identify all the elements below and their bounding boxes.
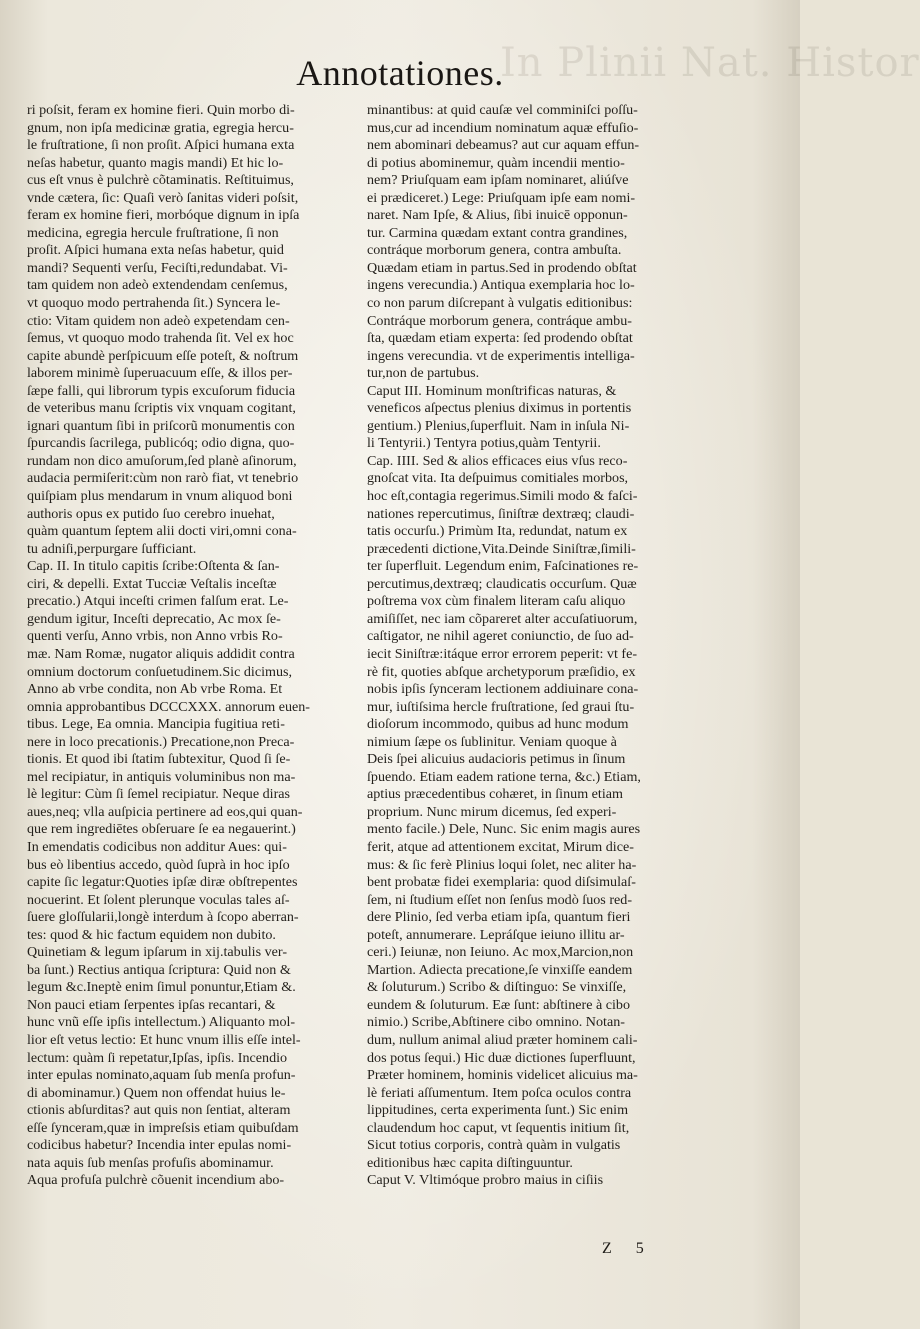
text-line: inter epulas nominato,aquam ſub menſa profun- [27,1067,296,1084]
text-line: precatio.) Atqui inceſti crimen falſum erat. Le- [27,593,289,610]
text-line: dere Plinio, ſed verba etiam ipſa, quantum fieri [367,909,631,926]
text-line: medicina, egregia hercule fruſtratione, ſi non [27,224,279,241]
text-line: tatis occurſu.) Primùm Ita, redundat, natum ex [367,523,628,540]
text-line: aptius præcedentibus cohæret, in ſinum etiam [367,786,623,803]
text-line: authoris opus ex putido ſuo cerebro inuehat, [27,505,275,522]
text-line: capite abundè perſpicuum eſſe poteſt, & noſtrum [27,347,299,364]
text-line: ctionis abſurditas? aut quis non ſentiat, alteram [27,1102,291,1119]
text-line: Contráque morborum genera, contráque ambu- [367,312,632,329]
text-line: quàm quantum ſeptem alii docti viri,omni cona- [27,523,297,540]
text-line: Præter hominem, hominis videlicet alicuius ma- [367,1067,638,1084]
text-line: gnoſcat vita. Ita deſpuimus comitiales morbos, [367,470,629,487]
text-line: ſem, ni ſtudium eſſet non ſenſus modò ſuos red- [367,891,633,908]
text-line: dos potus ſequi.) Hic duæ dictiones ſuperfluunt, [367,1049,636,1066]
text-line: ciri, & depelli. Extat Tucciæ Veſtalis inceſtæ [27,575,277,592]
text-line: ter ſuperfluit. Legendum enim, Faſcinationes re- [367,558,639,575]
text-line: feram ex homine fieri, morbóque dignum in ipſa [27,207,300,224]
text-line: cus eſt vnus è pulchrè cõtaminatis. Reſtituimus, [27,172,294,189]
text-line: mæ. Nam Romæ, nugator aliquis addidit contra [27,645,295,662]
text-line: neſas habetur, quanto magis mandi) Et hic lo- [27,154,284,171]
text-line: minantibus: at quid cauſæ vel comminiſci poſſu- [367,102,638,118]
text-line: tes: quod & hic factum equidem non dubito. [27,926,276,943]
text-line: naret. Nam Ipſe, & Alius, ſibi inuicē opponun- [367,207,628,224]
text-line: bus eò libentius accedo, quòd ſuprà in hoc ipſo [27,856,290,873]
text-line: ſæpe falli, qui librorum typis excuſorum fiducia [27,382,296,399]
text-line: capite ſic legatur:Quoties ipſæ diræ obſtrepentes [27,874,298,891]
text-line: Deis ſpei alicuius audacioris petimus in ſinum [367,751,626,768]
text-line: præcedenti dictione,Vita.Deinde Siniſtræ,ſimili- [367,540,636,557]
text-line: quenti verſu, Anno vrbis, non Anno vrbis Ro- [27,628,283,645]
bleed-through-text: In Plinii Nat. Histor [500,40,920,86]
text-line: ceri.) Ieiunæ, non Ieiuno. Ac mox,Marcion,non [367,944,634,961]
text-line: dum, nullum animal aliud præter hominem cali- [367,1031,638,1048]
text-line: poſtrema vox cùm finalem literam caſu aliquo [367,593,626,610]
text-line: ingens verecundia. vt de experimentis intelliga- [367,347,635,364]
text-line: mento facile.) Dele, Nunc. Sic enim magis aures [367,821,641,838]
signature-letter: Z [602,1240,614,1257]
text-line: nationes repercutimus, ſiniſtræ dextræq; claudi- [367,505,635,522]
text-line: mus: & ſic ferè Plinius loqui ſolet, nec aliter ha- [367,856,637,873]
text-line: hunc vnũ eſſe ipſis intellectum.) Aliquanto mol- [27,1014,296,1031]
text-line: eundem & ſoluturum. Eæ ſunt: abſtinere à cibo [367,996,631,1013]
text-line: veneficos aſpectus plenius diximus in portentis [367,400,632,417]
text-line: aues,neq; vlla auſpicia pertinere ad eos,qui quan- [27,803,303,820]
text-line: tionis. Et quod ibi ſtatim ſubtexitur, Quod ſi ſe- [27,751,291,768]
text-line: nimium ſæpe os ſublinitur. Veniam quoque à [367,733,617,750]
text-line: tur,non de partubus. [367,365,480,382]
signature-mark [602,1240,646,1258]
text-line: percutimus,dextræq; claudicatis occurſum. Quæ [367,575,637,592]
text-line: ba ſunt.) Rectius antiqua ſcriptura: Quid non & [27,961,291,978]
text-line: proprium. Nunc mirum dicemus, ſed experi- [367,803,617,820]
text-line: Cap. IIII. Sed & alios efficaces eius vſus reco- [367,452,628,469]
text-line: Aqua profuſa pulchrè cõuenit incendium abo- [27,1172,285,1189]
text-line: tibus. Lege, Ea omnia. Mancipia fugitiua reti- [27,716,285,733]
text-line: audacia permiſerit:cùm non rarò fiat, vt tenebrio [27,470,299,487]
text-line: bent probatæ fidei exemplaria: quod diſsimulaſ- [367,874,636,891]
text-line: ſta, quædam etiam experta: ſed prodendo obſtat [367,330,633,347]
text-line: vnde cætera, ſic: Quaſi verò ſanitas videri poſsit, [27,189,299,206]
text-line: gendum igitur, Inceſti deprecatio, Ac mox ſe- [27,610,281,627]
text-line: li Tentyrii.) Tentyra potius,quàm Tentyrii. [367,435,601,452]
text-line: Non pauci etiam ſerpentes ipſas recantari, & [27,996,276,1013]
text-line: di potius abominemur, quàm incendii mentio- [367,154,625,171]
text-line: de veteribus manu ſcriptis vix vnquam cogitant, [27,400,296,417]
text-line: dioſorum incommodo, quibus ad hunc modum [367,716,629,733]
right-column [367,102,703,1190]
text-line: tam quidem non adeò extendendam cenſemus, [27,277,288,294]
text-line: lè feriati aſſumentum. Item poſca oculos contra [367,1084,632,1101]
text-line: omnia approbantibus DCCCXXX. annorum euen- [27,698,311,715]
text-line: caſtigator, ne nihil ageret coniunctio, de ſuo ad- [367,628,634,645]
text-line: ſpurcandis ſacrilega, publicóq; odio digna, quo- [27,435,295,452]
text-line: gentium.) Plenius,ſuperfluit. Nam in inſula Ni- [367,417,630,434]
text-line: vt quoquo modo pertrahenda ſit.) Syncera le- [27,295,281,312]
text-line: poteſt, annumerare. Lepráſque ieiuno illitu ar- [367,926,625,943]
text-line: Quinetiam & legum ipſarum in xij.tabulis ver- [27,944,288,961]
text-line: gnum, non ipſa medicinæ gratia, egregia hercu- [27,119,294,136]
text-line: Martion. Adiecta precatione,ſe vinxiſſe eandem [367,961,633,978]
text-line: nimio.) Scribe,Abſtinere cibo omnino. Notan- [367,1014,625,1031]
text-line: mus,cur ad incendium nominatum aquæ effuſio- [367,119,639,136]
text-line: nobis ipſis ſynceram lectionem addiuinare cona- [367,681,639,698]
text-line: In emendatis codicibus non additur Aues: qui- [27,838,287,855]
text-line: amiſiſſet, nec iam cõpareret alter accuſatiuorum, [367,610,638,627]
text-line: editionibus hæc capita diſtinguuntur. [367,1154,573,1171]
text-line: iecit Siniſtræ:itáque error errorem peperit: vt fe- [367,645,638,662]
text-line: claudendum hoc caput, vt ſequentis initium ſit, [367,1119,630,1136]
text-line: Caput III. Hominum monſtrificas naturas, & [367,382,617,399]
text-line: Anno ab vrbe condita, non Ab vrbe Roma. Et [27,681,283,698]
text-line: codicibus habetur? Incendia inter epulas nomi- [27,1137,292,1154]
text-line: ignari quantum ſibi in priſcorũ monumentis con [27,417,295,434]
text-line: Quædam etiam in partus.Sed in prodendo obſtat [367,259,637,276]
text-line: nem abominari debeamus? aut cur aquam effun- [367,137,640,154]
text-line: Sicut totius corporis, contrà quàm in vulgatis [367,1137,621,1154]
running-head: Annotationes. [296,53,504,93]
text-line: Cap. II. In titulo capitis ſcribe:Oſtenta & ſan- [27,558,280,575]
text-line: contráque morborum genera, contra ambuſta. [367,242,622,259]
text-line: hoc eſt,contagia regerimus.Simili modo & faſci- [367,488,638,505]
text-line: rè fit, quoties abſque archetyporum præſidio, ex [367,663,636,680]
text-line: ferit, atque ad attentionem excitat, Mirum dice- [367,838,634,855]
text-line: lectum: quàm ſi repetatur,Ipſas, ipſis. Incendio [27,1049,288,1066]
text-line: tu adniſi,perpurgare ſufficiant. [27,540,197,557]
text-line: ſuere gloſſularii,longè interdum à ſcopo aberran- [27,909,299,926]
text-line: mur, iuſtiſsima hercle fruſtratione, ſed graui ſtu- [367,698,635,715]
text-line: di abominamur.) Quem non offendat huius le- [27,1084,286,1101]
text-line: ſpuendo. Etiam eadem ratione terna, &c.) Etiam, [367,768,641,785]
text-line: lè legitur: Cùm ſi ſemel recipiatur. Neque diras [27,786,291,803]
text-line: nata aquis ſub menſas profuſis abominamur. [27,1154,274,1171]
text-line: quiſpiam plus mendarum in vnum aliquod boni [27,488,293,505]
text-line: ri poſsit, feram ex homine fieri. Quin morbo di- [27,102,295,118]
text-line: proſit. Aſpici humana exta neſas habetur, quid [27,242,284,259]
text-line: omnium doctorum conſuetudinem.Sic dicimus, [27,663,293,680]
text-line: mandi? Sequenti verſu, Feciſti,redundabat. Vi- [27,259,288,276]
text-line: mel recipiatur, in antiquis voluminibus non ma- [27,768,296,785]
left-column [27,102,363,1190]
text-line: ingens verecundia.) Antiqua exemplaria hoc lo- [367,277,635,294]
text-line: tur. Carmina quædam extant contra grandines, [367,224,628,241]
text-line: nem? Priuſquam eam ipſam nominaret, aliúſve [367,172,629,189]
text-line: rundam non dico amuſorum,ſed planè aſinorum, [27,452,297,469]
text-line: co non parum diſcrepant à vulgatis editionibus: [367,295,633,312]
text-line: que rem ingrediētes obſeruare ſe ea negauerint.) [27,821,296,838]
text-line: Caput V. Vltimóque probro maius in ciſiis [367,1172,604,1189]
page-number: 5 [635,1240,646,1257]
text-line: le fruſtratione, ſi non proſit. Aſpici humana exta [27,137,295,154]
text-line: ei prædiceret.) Lege: Priuſquam ipſe eam nomi- [367,189,636,206]
text-line: laborem minimè ſuperuacuum eſſe, & illos per- [27,365,293,382]
text-line: & ſoluturum.) Scribo & diſtinguo: Se vinxiſſe, [367,979,627,996]
text-line: lippitudines, certa experimenta ſunt.) Sic enim [367,1102,629,1119]
text-line: nocuerint. Et ſolent plerunque voculas tales aſ- [27,891,290,908]
text-line: lior eſt vetus lectio: Et hunc vnum illis eſſe intel- [27,1031,301,1048]
text-line: legum &c.Ineptè enim ſimul ponuntur,Etiam &. [27,979,296,996]
text-line: nere in loco precationis.) Precatione,non Preca- [27,733,295,750]
text-line: ſemus, vt quoquo modo trahenda ſit. Vel ex hoc [27,330,294,347]
text-line: ctio: Vitam quidem non adeò expetendam cen- [27,312,290,329]
text-line: eſſe ſynceram,quæ in impreſsis etiam quibuſdam [27,1119,299,1136]
